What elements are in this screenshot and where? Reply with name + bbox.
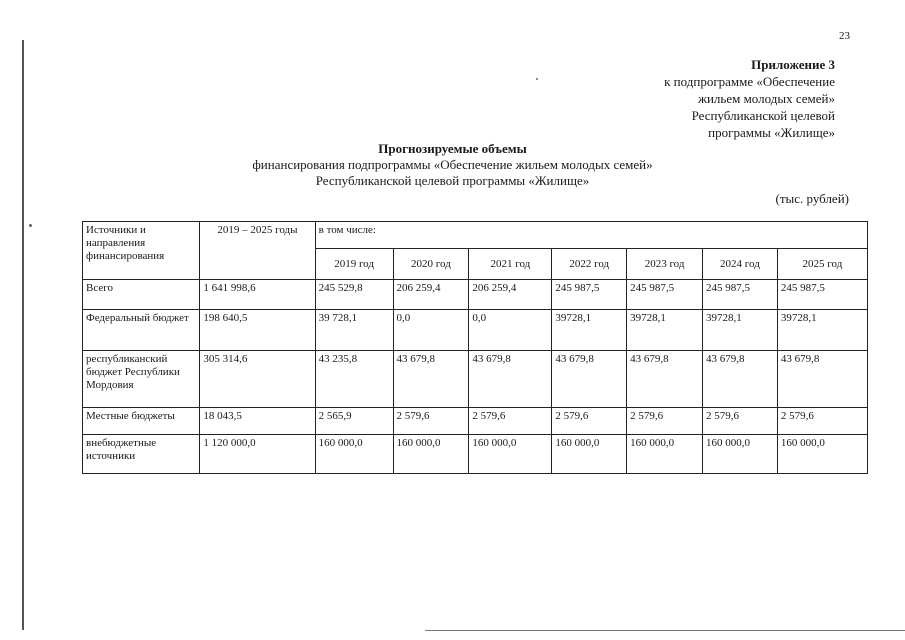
cell-value: 39728,1 <box>777 310 867 351</box>
header-source: Источники и направления финансирования <box>83 222 200 280</box>
row-total: 198 640,5 <box>200 310 315 351</box>
row-total: 305 314,6 <box>200 351 315 408</box>
scan-dot <box>29 224 32 227</box>
header-year: 2022 год <box>552 249 627 280</box>
table-row <box>83 435 868 474</box>
row-label: внебюджетные источники <box>83 435 200 474</box>
header-year: 2019 год <box>315 249 393 280</box>
cell-value: 160 000,0 <box>552 435 627 474</box>
row-label: республиканский бюджет Республики Мордовия <box>83 351 200 408</box>
row-label: Местные бюджеты <box>83 408 200 435</box>
page-number: 23 <box>839 30 850 42</box>
header-total: 2019 – 2025 годы <box>200 222 315 280</box>
appendix-line: программы «Жилище» <box>708 125 835 140</box>
cell-value: 43 679,8 <box>703 351 778 408</box>
cell-value: 2 579,6 <box>703 408 778 435</box>
document-title <box>0 141 905 189</box>
appendix-line: к подпрограмме «Обеспечение <box>664 74 835 89</box>
row-total: 18 043,5 <box>200 408 315 435</box>
cell-value: 2 565,9 <box>315 408 393 435</box>
cell-value: 206 259,4 <box>469 280 552 310</box>
header-year: 2020 год <box>393 249 469 280</box>
cell-value: 43 679,8 <box>469 351 552 408</box>
table-row <box>83 351 868 408</box>
cell-value: 2 579,6 <box>469 408 552 435</box>
row-label: Федеральный бюджет <box>83 310 200 351</box>
cell-value: 2 579,6 <box>777 408 867 435</box>
appendix-line: Республиканской целевой <box>691 108 835 123</box>
cell-value: 39 728,1 <box>315 310 393 351</box>
header-year: 2025 год <box>777 249 867 280</box>
cell-value: 245 987,5 <box>703 280 778 310</box>
scan-dot <box>536 78 538 80</box>
cell-value: 39728,1 <box>552 310 627 351</box>
title-line-3: Республиканской целевой программы «Жилище» <box>315 173 590 188</box>
title-bold: Прогнозируемые объемы <box>378 141 527 156</box>
row-total: 1 641 998,6 <box>200 280 315 310</box>
units-label: (тыс. рублей) <box>775 191 849 206</box>
header-including: в том числе: <box>315 222 867 249</box>
appendix-line: жильем молодых семей» <box>697 91 835 106</box>
appendix-block <box>575 56 835 141</box>
cell-value: 245 987,5 <box>777 280 867 310</box>
cell-value: 2 579,6 <box>393 408 469 435</box>
cell-value: 2 579,6 <box>552 408 627 435</box>
financing-table <box>82 221 868 474</box>
cell-value: 43 679,8 <box>627 351 703 408</box>
table-row <box>83 408 868 435</box>
cell-value: 245 987,5 <box>627 280 703 310</box>
row-label: Всего <box>83 280 200 310</box>
cell-value: 39728,1 <box>703 310 778 351</box>
cell-value: 43 679,8 <box>393 351 469 408</box>
table-header-row <box>83 222 868 249</box>
scan-edge-bottom <box>425 630 905 631</box>
header-year: 2024 год <box>703 249 778 280</box>
table-row <box>83 310 868 351</box>
table-row <box>83 280 868 310</box>
cell-value: 245 987,5 <box>552 280 627 310</box>
header-year: 2021 год <box>469 249 552 280</box>
cell-value: 2 579,6 <box>627 408 703 435</box>
cell-value: 160 000,0 <box>315 435 393 474</box>
cell-value: 206 259,4 <box>393 280 469 310</box>
appendix-title: Приложение 3 <box>751 57 835 72</box>
cell-value: 43 679,8 <box>552 351 627 408</box>
row-total: 1 120 000,0 <box>200 435 315 474</box>
cell-value: 160 000,0 <box>627 435 703 474</box>
cell-value: 160 000,0 <box>777 435 867 474</box>
cell-value: 160 000,0 <box>469 435 552 474</box>
cell-value: 160 000,0 <box>393 435 469 474</box>
cell-value: 43 235,8 <box>315 351 393 408</box>
cell-value: 245 529,8 <box>315 280 393 310</box>
cell-value: 0,0 <box>469 310 552 351</box>
header-year: 2023 год <box>627 249 703 280</box>
title-line-2: финансирования подпрограммы «Обеспечение жильем молодых семей» <box>252 157 653 172</box>
cell-value: 43 679,8 <box>777 351 867 408</box>
cell-value: 0,0 <box>393 310 469 351</box>
cell-value: 39728,1 <box>627 310 703 351</box>
scan-edge-left <box>22 40 24 630</box>
cell-value: 160 000,0 <box>703 435 778 474</box>
